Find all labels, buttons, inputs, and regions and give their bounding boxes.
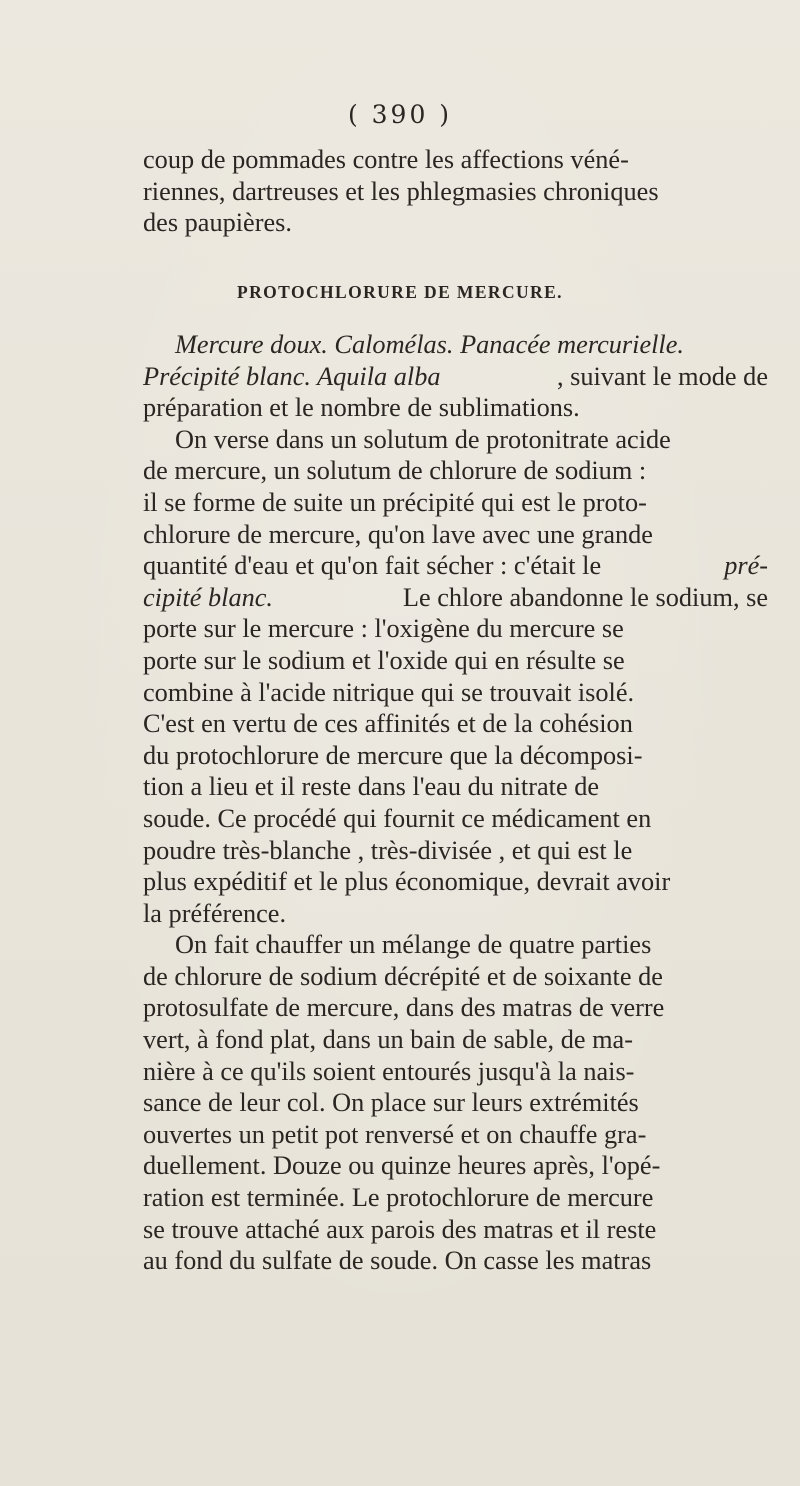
text-line: combine à l'acide nitrique qui se trouvait isolé. — [143, 677, 635, 707]
continuation-paragraph — [143, 144, 768, 239]
synonyms-roman: , suivant le mode de — [556, 361, 768, 391]
text-line: soude. Ce procédé qui fournit ce médicament en — [143, 803, 652, 833]
text-line — [143, 550, 768, 582]
text-line: C'est en vertu de ces affinités et de la cohésion — [143, 709, 633, 739]
text-line: duellement. Douze ou quinze heures après, l'opé- — [143, 1151, 661, 1181]
text-italic: pré- — [724, 551, 768, 581]
section-heading: PROTOCHLORURE DE MERCURE. — [237, 282, 563, 302]
section-body — [143, 329, 768, 1277]
text-line: plus expéditif et le plus économique, devrait avoir — [143, 867, 671, 897]
text-line: porte sur le mercure : l'oxigène du mercure se — [143, 614, 624, 644]
text-line — [143, 582, 768, 614]
text-line: du protochlorure de mercure que la décomposi- — [143, 740, 643, 770]
text-line: il se forme de suite un précipité qui est le proto- — [143, 487, 647, 517]
text-line: se trouve attaché aux parois des matras et il reste — [143, 1214, 657, 1244]
synonyms-line — [143, 361, 768, 393]
text-line: sance de leur col. On place sur leurs extrémités — [143, 1088, 639, 1118]
page-number: ( 390 ) — [347, 100, 453, 129]
text-line: au fond du sulfate de soude. On casse les matras — [143, 1246, 652, 1276]
text-line: On verse dans un solutum de protonitrate acide — [175, 424, 671, 454]
synonyms-italic: Précipité blanc. Aquila alba — [143, 361, 441, 391]
text-line: de chlorure de sodium décrépité et de soixante de — [143, 961, 663, 991]
text-line: nière à ce qu'ils soient entourés jusqu'à la nais- — [143, 1056, 635, 1086]
text-line: de mercure, un solutum de chlorure de sodium : — [143, 456, 647, 486]
text-line: riennes, dartreuses et les phlegmasies chroniques — [143, 176, 659, 206]
text-line: poudre très-blanche , très-divisée , et qui est le — [143, 835, 633, 865]
text-line: protosulfate de mercure, dans des matras de verre — [143, 993, 665, 1023]
text-line: préparation et le nombre de sublimations. — [143, 393, 580, 423]
text-roman: Le chlore abandonne le sodium, se — [396, 582, 768, 612]
text-line: des paupières. — [143, 208, 292, 238]
synonyms-line: Mercure doux. Calomélas. Panacée mercurielle. — [175, 330, 684, 359]
text-line: coup de pommades contre les affections véné- — [143, 145, 629, 174]
text-line: la préférence. — [143, 898, 287, 928]
text-line: porte sur le sodium et l'oxide qui en résulte se — [143, 645, 625, 675]
text-line: On fait chauffer un mélange de quatre parties — [175, 930, 652, 960]
text-line: vert, à fond plat, dans un bain de sable, de ma- — [143, 1025, 633, 1055]
text-roman: quantité d'eau et qu'on fait sécher : c'était le — [143, 551, 608, 581]
text-line: chlorure de mercure, qu'on lave avec une grande — [143, 519, 653, 549]
text-line: ration est terminée. Le protochlorure de mercure — [143, 1183, 654, 1213]
text-line: ouvertes un petit pot renversé et on chauffe gra- — [143, 1119, 647, 1149]
text-line: tion a lieu et il reste dans l'eau du nitrate de — [143, 772, 600, 802]
text-italic: cipité blanc. — [143, 582, 273, 612]
